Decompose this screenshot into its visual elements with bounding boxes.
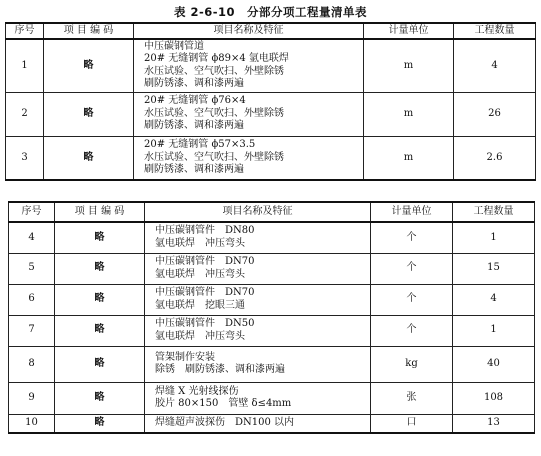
row-code: 略 bbox=[55, 253, 145, 284]
row-qty: 1 bbox=[453, 315, 535, 346]
row-code: 略 bbox=[44, 136, 134, 180]
header-no: 序号 bbox=[6, 23, 44, 39]
table-row bbox=[6, 39, 536, 92]
header-code: 项 目 编 码 bbox=[55, 202, 145, 222]
table-row bbox=[9, 382, 535, 414]
quantity-table-2 bbox=[8, 201, 535, 434]
row-code: 略 bbox=[55, 346, 145, 382]
desc-line: 20# 无缝钢管 ϕ76×4 bbox=[144, 95, 246, 107]
header-row bbox=[9, 202, 535, 222]
row-desc bbox=[145, 382, 371, 414]
row-qty: 26 bbox=[454, 92, 536, 136]
row-desc bbox=[145, 253, 371, 284]
desc-line: 氩电联焊 挖眼三通 bbox=[155, 299, 245, 311]
row-desc bbox=[145, 346, 371, 382]
desc-line: 管架制作安装 bbox=[155, 351, 215, 363]
desc-line: 刷防锈漆、调和漆两遍 bbox=[144, 120, 244, 132]
desc-line: 焊缝 X 光射线探伤 bbox=[155, 385, 239, 397]
table-row bbox=[9, 414, 535, 433]
row-no: 3 bbox=[6, 136, 44, 180]
row-desc bbox=[134, 136, 364, 180]
row-code: 略 bbox=[55, 315, 145, 346]
desc-line: 刷防锈漆、调和漆两遍 bbox=[144, 78, 244, 90]
desc-line: 除锈 刷防锈漆、调和漆两遍 bbox=[155, 364, 285, 375]
row-qty: 15 bbox=[453, 253, 535, 284]
row-code: 略 bbox=[44, 39, 134, 92]
desc-line: 20# 无缝钢管 ϕ57×3.5 bbox=[144, 139, 256, 150]
table-row bbox=[9, 284, 535, 315]
desc-line: 水压试验、空气吹扫、外壁除锈 bbox=[144, 65, 284, 77]
header-qty: 工程数量 bbox=[453, 202, 535, 222]
row-qty: 4 bbox=[454, 39, 536, 92]
table-row bbox=[9, 222, 535, 253]
row-code: 略 bbox=[55, 382, 145, 414]
row-code: 略 bbox=[44, 92, 134, 136]
row-no: 8 bbox=[9, 346, 55, 382]
header-desc: 项目名称及特征 bbox=[134, 23, 364, 39]
header-code: 项 目 编 码 bbox=[44, 23, 134, 39]
desc-line: 中压碳钢管件 DN80 bbox=[155, 225, 255, 237]
row-no: 2 bbox=[6, 92, 44, 136]
row-unit: 个 bbox=[371, 253, 453, 284]
row-no: 6 bbox=[9, 284, 55, 315]
row-desc bbox=[145, 284, 371, 315]
table-title: 表 2-6-10 分部分项工程量清单表 bbox=[173, 5, 368, 19]
desc-line: 胶片 80×150 管壁 δ≤4mm bbox=[155, 398, 292, 409]
row-unit: kg bbox=[371, 346, 453, 382]
desc-line: 水压试验、空气吹扫、外壁除锈 bbox=[144, 151, 284, 163]
header-unit: 计量单位 bbox=[364, 23, 454, 39]
row-desc bbox=[145, 315, 371, 346]
row-desc bbox=[134, 39, 364, 92]
row-unit: 个 bbox=[371, 284, 453, 315]
table-row bbox=[9, 315, 535, 346]
row-unit: 个 bbox=[371, 315, 453, 346]
desc-line: 20# 无缝钢管 ϕ89×4 氩电联焊 bbox=[144, 53, 289, 65]
header-row bbox=[6, 23, 536, 39]
row-qty: 1 bbox=[453, 222, 535, 253]
row-desc bbox=[145, 222, 371, 253]
header-unit: 计量单位 bbox=[371, 202, 453, 222]
row-no: 5 bbox=[9, 253, 55, 284]
row-unit: m bbox=[364, 92, 454, 136]
row-qty: 108 bbox=[453, 382, 535, 414]
row-no: 4 bbox=[9, 222, 55, 253]
row-desc bbox=[145, 414, 371, 433]
desc-line: 氩电联焊 冲压弯头 bbox=[155, 237, 245, 249]
row-unit: 张 bbox=[371, 382, 453, 414]
desc-line: 中压碳钢管件 DN70 bbox=[155, 287, 255, 298]
table-row bbox=[6, 136, 536, 180]
row-desc bbox=[134, 92, 364, 136]
row-no: 10 bbox=[9, 414, 55, 433]
desc-line: 刷防锈漆、调和漆两遍 bbox=[144, 164, 244, 175]
table-row bbox=[9, 346, 535, 382]
table-row bbox=[6, 92, 536, 136]
row-unit: 口 bbox=[371, 414, 453, 433]
row-unit: 个 bbox=[371, 222, 453, 253]
table-row bbox=[9, 253, 535, 284]
row-unit: m bbox=[364, 136, 454, 180]
row-qty: 2.6 bbox=[454, 136, 536, 180]
desc-line: 氩电联焊 冲压弯头 bbox=[155, 330, 245, 342]
desc-line: 中压碳钢管件 DN70 bbox=[155, 256, 255, 267]
desc-line: 中压碳钢管道 bbox=[144, 40, 204, 52]
row-no: 1 bbox=[6, 39, 44, 92]
header-qty: 工程数量 bbox=[454, 23, 536, 39]
row-code: 略 bbox=[55, 414, 145, 433]
header-desc: 项目名称及特征 bbox=[145, 202, 371, 222]
row-no: 7 bbox=[9, 315, 55, 346]
row-qty: 40 bbox=[453, 346, 535, 382]
desc-line: 氩电联焊 冲压弯头 bbox=[155, 268, 245, 280]
row-no: 9 bbox=[9, 382, 55, 414]
row-unit: m bbox=[364, 39, 454, 92]
header-no: 序号 bbox=[9, 202, 55, 222]
desc-line: 焊缝超声波探伤 DN100 以内 bbox=[155, 417, 295, 428]
desc-line: 水压试验、空气吹扫、外壁除锈 bbox=[144, 107, 284, 119]
row-qty: 13 bbox=[453, 414, 535, 433]
desc-line: 中压碳钢管件 DN50 bbox=[155, 318, 255, 329]
row-qty: 4 bbox=[453, 284, 535, 315]
row-code: 略 bbox=[55, 284, 145, 315]
row-code: 略 bbox=[55, 222, 145, 253]
quantity-table-1 bbox=[5, 22, 536, 181]
